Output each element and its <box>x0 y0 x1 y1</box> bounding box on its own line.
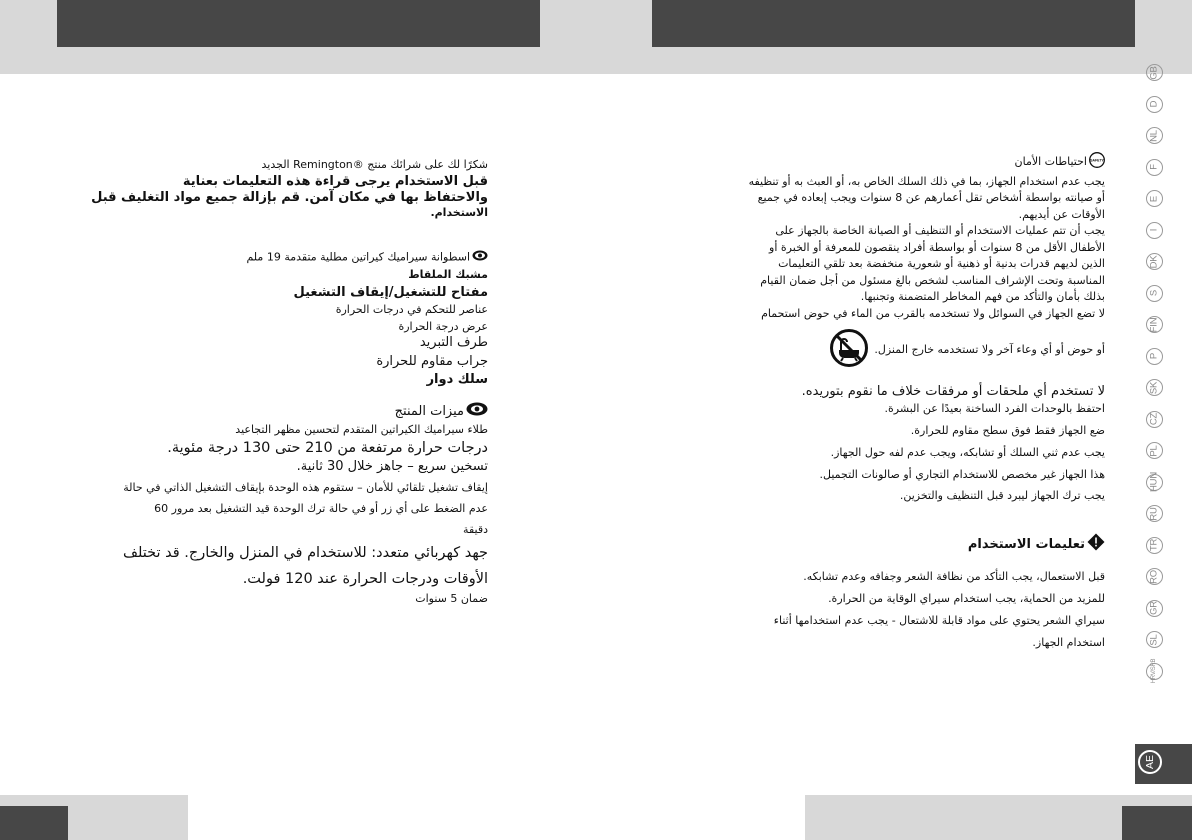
language-tab-hun[interactable] <box>1146 474 1163 491</box>
page-right <box>680 152 1105 649</box>
eye-icon <box>472 250 488 265</box>
safety-badge-label: SAFETY <box>1090 158 1104 163</box>
water-warning <box>680 328 1105 372</box>
language-code: RU <box>1148 506 1160 521</box>
features-item: مفتاح للتشغيل/إيقاف التشغيل <box>293 284 488 300</box>
safety-more-line: احتفظ بالوحدات الفرد الساخنة بعيدًا عن البشرة. <box>884 402 1105 416</box>
intro-text: شكرًا لك على شرائك منتج ®Remington الجديد <box>261 158 488 171</box>
language-code: HRV/SRB <box>1151 658 1157 684</box>
water-warning-text: أو حوض أو أي وعاء آخر ولا تستخدمه خارج المنزل. <box>874 343 1105 357</box>
language-code: P <box>1148 352 1160 360</box>
language-code: RO <box>1148 569 1160 584</box>
features-item: سلك دوار <box>426 371 488 387</box>
features-item: جراب مقاوم للحرارة <box>376 353 488 369</box>
notice-line: والاحتفاظ بها في مكان آمن. قم بإزالة جميع مواد التغليف قبل <box>91 190 488 205</box>
language-tab-fin[interactable] <box>1146 316 1163 333</box>
safety-line: الأطفال الأقل من 8 سنوات أو بواسطة أفراد ينقصون للمعرفة أو الخبرة أو <box>769 240 1105 254</box>
features-item <box>108 250 488 265</box>
safety-line: بذلك بأمان والتأكد من فهم المخاطر المتضمنة وتجنبها. <box>860 290 1105 304</box>
safety-heading <box>680 152 1105 172</box>
language-code: DK <box>1148 255 1160 268</box>
language-code: FIN <box>1148 317 1160 332</box>
instruction-line: للمزيد من الحماية، يجب استخدام سيراي الوقاية من الحرارة. <box>828 592 1105 605</box>
language-code: F <box>1148 164 1160 170</box>
language-tab-nl[interactable] <box>1146 127 1163 144</box>
active-language-label: AE <box>1144 754 1156 770</box>
benefit-line: ضمان 5 سنوات <box>415 591 488 605</box>
notice-line: قبل الاستخدام يرجى قراءة هذه التعليمات بعناية <box>182 173 488 189</box>
language-tab-tr[interactable] <box>1146 537 1163 554</box>
language-tab-p[interactable] <box>1146 348 1163 365</box>
eye-icon <box>466 402 488 421</box>
instructions-list <box>680 570 1105 649</box>
no-water-bath-icon <box>829 328 869 372</box>
read-instructions-notice <box>91 173 488 220</box>
features-item: طرف التبريد <box>419 335 488 351</box>
language-tab-sl[interactable] <box>1146 631 1163 648</box>
language-code: GR <box>1148 601 1160 615</box>
language-code: I <box>1148 228 1160 232</box>
benefit-line: طلاء سيراميك الكيراتين المتقدم لتحسين مظهر التجاعيد <box>235 423 488 437</box>
language-tab-cz[interactable] <box>1146 411 1163 428</box>
instruction-line: سيراي الشعر يحتوي على مواد قابلة للاشتعال - يجب عدم استخدامها أثناء <box>773 613 1105 627</box>
safety-line: يجب أن تتم عمليات الاستخدام أو التنظيف أو الصيانة الخاصة بالجهاز على <box>775 224 1105 238</box>
benefit-line: درجات حرارة مرتفعة من 210 حتى 130 درجة مئوية. <box>167 440 488 456</box>
language-tab-active[interactable] <box>1138 750 1162 774</box>
safety-line: يجب عدم استخدام الجهاز، بما في ذلك السلك الخاص به، أو العبث به أو تنظيفه <box>748 174 1105 188</box>
footer-strip <box>188 795 805 840</box>
page-number-tab-right <box>1122 806 1192 840</box>
safety-line: الأوقات عن أيديهم. <box>1018 207 1105 221</box>
language-code: E <box>1148 195 1160 202</box>
benefits-heading <box>108 402 488 421</box>
page-number-tab-left <box>0 806 68 840</box>
accessories-warning: لا تستخدم أي ملحقات أو مرفقات خلاف ما نقوم بتوريده. <box>801 384 1105 399</box>
language-tab-s[interactable] <box>1146 285 1163 302</box>
instructions-heading-text: تعليمات الاستخدام <box>967 537 1085 553</box>
benefits-heading-text: ميزات المنتج <box>394 404 464 420</box>
header-bar-left <box>57 0 540 47</box>
page-left <box>91 158 488 606</box>
language-tab-ro[interactable] <box>1146 568 1163 585</box>
safety-badge-icon <box>1089 152 1105 172</box>
language-code: TR <box>1148 538 1160 552</box>
language-code: S <box>1148 289 1160 297</box>
header-bar-right <box>652 0 1135 47</box>
features-list <box>108 250 488 388</box>
language-tab-e[interactable] <box>1146 190 1163 207</box>
benefit-line: تسخين سريع – جاهز خلال 30 ثانية. <box>296 459 488 475</box>
features-item: عناصر للتحكم في درجات الحرارة <box>335 302 488 316</box>
language-tab-pl[interactable] <box>1146 442 1163 459</box>
benefit-line: إيقاف تشغيل تلقائي للأمان – ستقوم هذه الوحدة بإيقاف التشغيل الذاتي في حالة <box>123 481 488 495</box>
language-tab-i[interactable] <box>1146 222 1163 239</box>
benefit-line: جهد كهربائي متعدد: للاستخدام في المنزل والخارج. قد تختلف <box>122 544 488 561</box>
language-code: GB <box>1148 65 1160 80</box>
features-item: مشبك الملقاط <box>408 267 488 281</box>
safety-more-line: يجب عدم ثني السلك أو تشابكه، ويجب عدم لفه حول الجهاز. <box>830 445 1105 459</box>
language-tab-dk[interactable] <box>1146 253 1163 270</box>
language-sidebar <box>1137 64 1171 694</box>
language-tab-gb[interactable] <box>1146 64 1163 81</box>
instruction-line: استخدام الجهاز. <box>1032 635 1105 649</box>
language-code: CZ <box>1148 412 1160 426</box>
language-code: SK <box>1148 381 1160 394</box>
instructions-heading <box>680 533 1105 556</box>
safety-more-line: يجب ترك الجهاز ليبرد قبل التنظيف والتخزين. <box>899 489 1105 503</box>
language-code: D <box>1148 100 1160 108</box>
benefit-line: دقيقة <box>463 522 488 536</box>
safety-line: أو صيانته بواسطة أشخاص تقل أعمارهم عن 8 سنوات ويجب إبعاده في جميع <box>757 191 1105 205</box>
benefit-line: عدم الضغط على أي زر أو في حالة ترك الوحدة قيد التشغيل بعد مرور 60 <box>154 502 488 516</box>
language-tab-d[interactable] <box>1146 96 1163 113</box>
language-code: HUN <box>1148 472 1160 492</box>
safety-line: الذين لديهم قدرات بدنية أو ذهنية أو شعورية منخفضة بعد تلقي التعليمات <box>778 257 1105 271</box>
safety-heading-text: احتياطات الأمان <box>1014 154 1087 168</box>
language-tab-hrvsrb[interactable] <box>1146 658 1163 684</box>
warning-diamond-icon <box>1087 533 1105 556</box>
benefits-section <box>108 402 488 606</box>
language-tab-sk[interactable] <box>1146 379 1163 396</box>
features-item: عرض درجة الحرارة <box>398 319 488 333</box>
language-code: SL <box>1148 633 1160 646</box>
language-code: NL <box>1148 129 1160 142</box>
safety-line: المناسبة وتحت الإشراف المناسب لشخص بالغ مسئول من أجل ضمان القيام <box>760 273 1105 287</box>
safety-paragraph <box>680 174 1105 323</box>
safety-more-line: هذا الجهاز غير مخصص للاستخدام التجاري أو صالونات التجميل. <box>819 467 1105 481</box>
language-tab-ru[interactable] <box>1146 505 1163 522</box>
instruction-line: قبل الاستعمال، يجب التأكد من نظافة الشعر وجفافه وعدم تشابكه. <box>803 570 1105 584</box>
safety-more <box>680 402 1105 503</box>
safety-more-line: ضع الجهاز فقط فوق سطح مقاوم للحرارة. <box>910 424 1105 437</box>
safety-line: لا تضع الجهاز في السوائل ولا تستخدمه بالقرب من الماء في حوض استحمام <box>761 306 1105 320</box>
benefit-line: الأوقات ودرجات الحرارة عند 120 فولت. <box>242 570 488 587</box>
language-tab-gr[interactable] <box>1146 600 1163 617</box>
feature-text: اسطوانة سيراميك كيراتين مطلية متقدمة 19 ملم <box>246 250 470 264</box>
language-code: PL <box>1148 444 1160 457</box>
notice-line: الاستخدام. <box>430 206 488 220</box>
language-tab-f[interactable] <box>1146 159 1163 176</box>
